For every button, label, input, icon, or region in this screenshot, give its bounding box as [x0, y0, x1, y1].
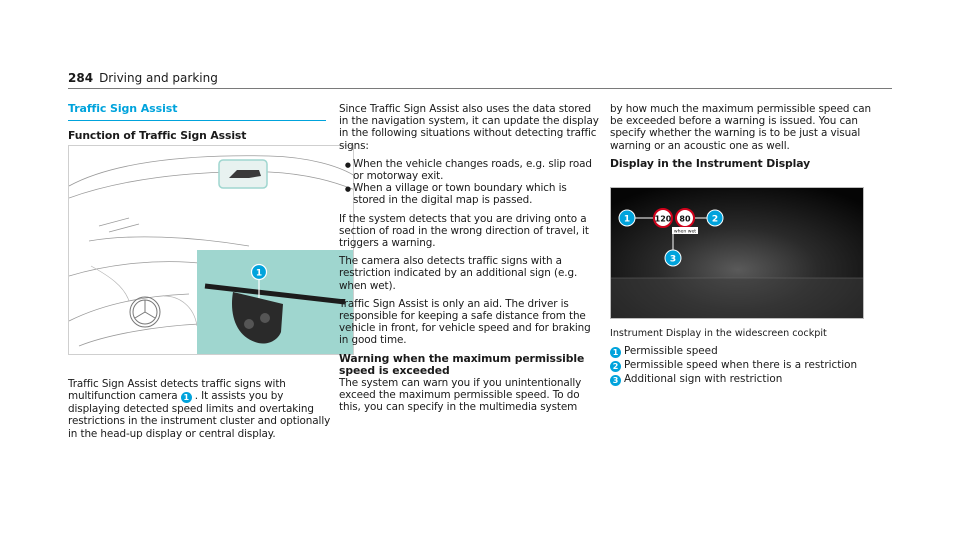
page-number: 284	[68, 71, 94, 85]
marker-badge: 2	[610, 361, 621, 372]
page-header	[68, 71, 218, 85]
marker-badge: 1	[181, 392, 192, 403]
paragraph: Since Traffic Sign Assist also uses the data stored in the navigation system, it can update the display in the following situations without detecting traffic signs:	[339, 103, 599, 152]
section-title: Driving and parking	[99, 71, 218, 85]
windscreen-camera-figure	[68, 145, 354, 355]
legend-text: Permissible speed when there is a restriction	[624, 359, 858, 371]
marker-badge: 1	[610, 347, 621, 358]
marker-1: 1	[623, 214, 631, 225]
speed-sign-2: 80	[679, 214, 691, 224]
legend-text: Permissible speed	[624, 345, 718, 357]
speed-sign-1: 120	[654, 214, 672, 224]
paragraph: The system can warn you if you unintentionally exceed the maximum permissible speed. To do this, you can specify in the multimedia system	[339, 377, 582, 414]
figure-caption: Instrument Display in the widescreen cockpit	[610, 328, 827, 339]
paragraph: Traffic Sign Assist is only an aid. The driver is responsible for keeping a safe distance from the vehicle in front, for vehicle speed and for braking in good time.	[339, 297, 591, 347]
legend-item	[610, 358, 880, 372]
bullet-list	[339, 158, 601, 207]
header-rule	[68, 88, 892, 89]
marker-2: 2	[711, 214, 719, 225]
paragraph: by how much the maximum permissible speed can be exceeded before a warning is issued. You can specify whether the warning is to be just a visual warning or an acoustic one as well.	[610, 103, 871, 152]
legend-list	[610, 344, 880, 386]
marker-3: 3	[669, 254, 677, 265]
column-2	[339, 103, 601, 420]
list-item: • When the vehicle changes roads, e.g. slip road or motorway exit.	[353, 158, 601, 182]
column-1-body	[68, 378, 338, 446]
warning-heading: Warning when the maximum permissible speed is exceeded	[339, 351, 585, 377]
column-3	[610, 103, 872, 170]
paragraph-text: Traffic Sign Assist detects traffic signs with multifunction camera	[68, 378, 286, 403]
additional-sign: when wet	[673, 229, 697, 235]
column-1	[68, 103, 326, 142]
paragraph: The camera also detects traffic signs with a restriction indicated by an additional sign (e.g. when wet).	[339, 255, 578, 292]
paragraph: If the system detects that you are driving onto a section of road in the wrong direction of travel, it triggers a warning.	[339, 212, 589, 250]
subsection-heading: Function of Traffic Sign Assist	[68, 129, 247, 143]
legend-item	[610, 344, 880, 358]
legend-text: Additional sign with restriction	[624, 373, 783, 385]
section-heading: Traffic Sign Assist	[68, 103, 326, 121]
emblem-icon	[130, 297, 160, 327]
list-item: • When a village or town boundary which is stored in the digital map is passed.	[353, 182, 601, 206]
subsection-heading: Display in the Instrument Display	[610, 156, 811, 170]
figure-marker-1: 1	[255, 268, 263, 279]
legend-item	[610, 372, 880, 386]
paragraph	[68, 378, 338, 440]
paragraph-text: . It assists you by displaying detected speed limits and overtaking restrictions in the instrument cluster and optionally in the head-up display or central display.	[68, 390, 331, 440]
instrument-display-figure	[610, 187, 864, 319]
marker-badge: 3	[610, 375, 621, 386]
